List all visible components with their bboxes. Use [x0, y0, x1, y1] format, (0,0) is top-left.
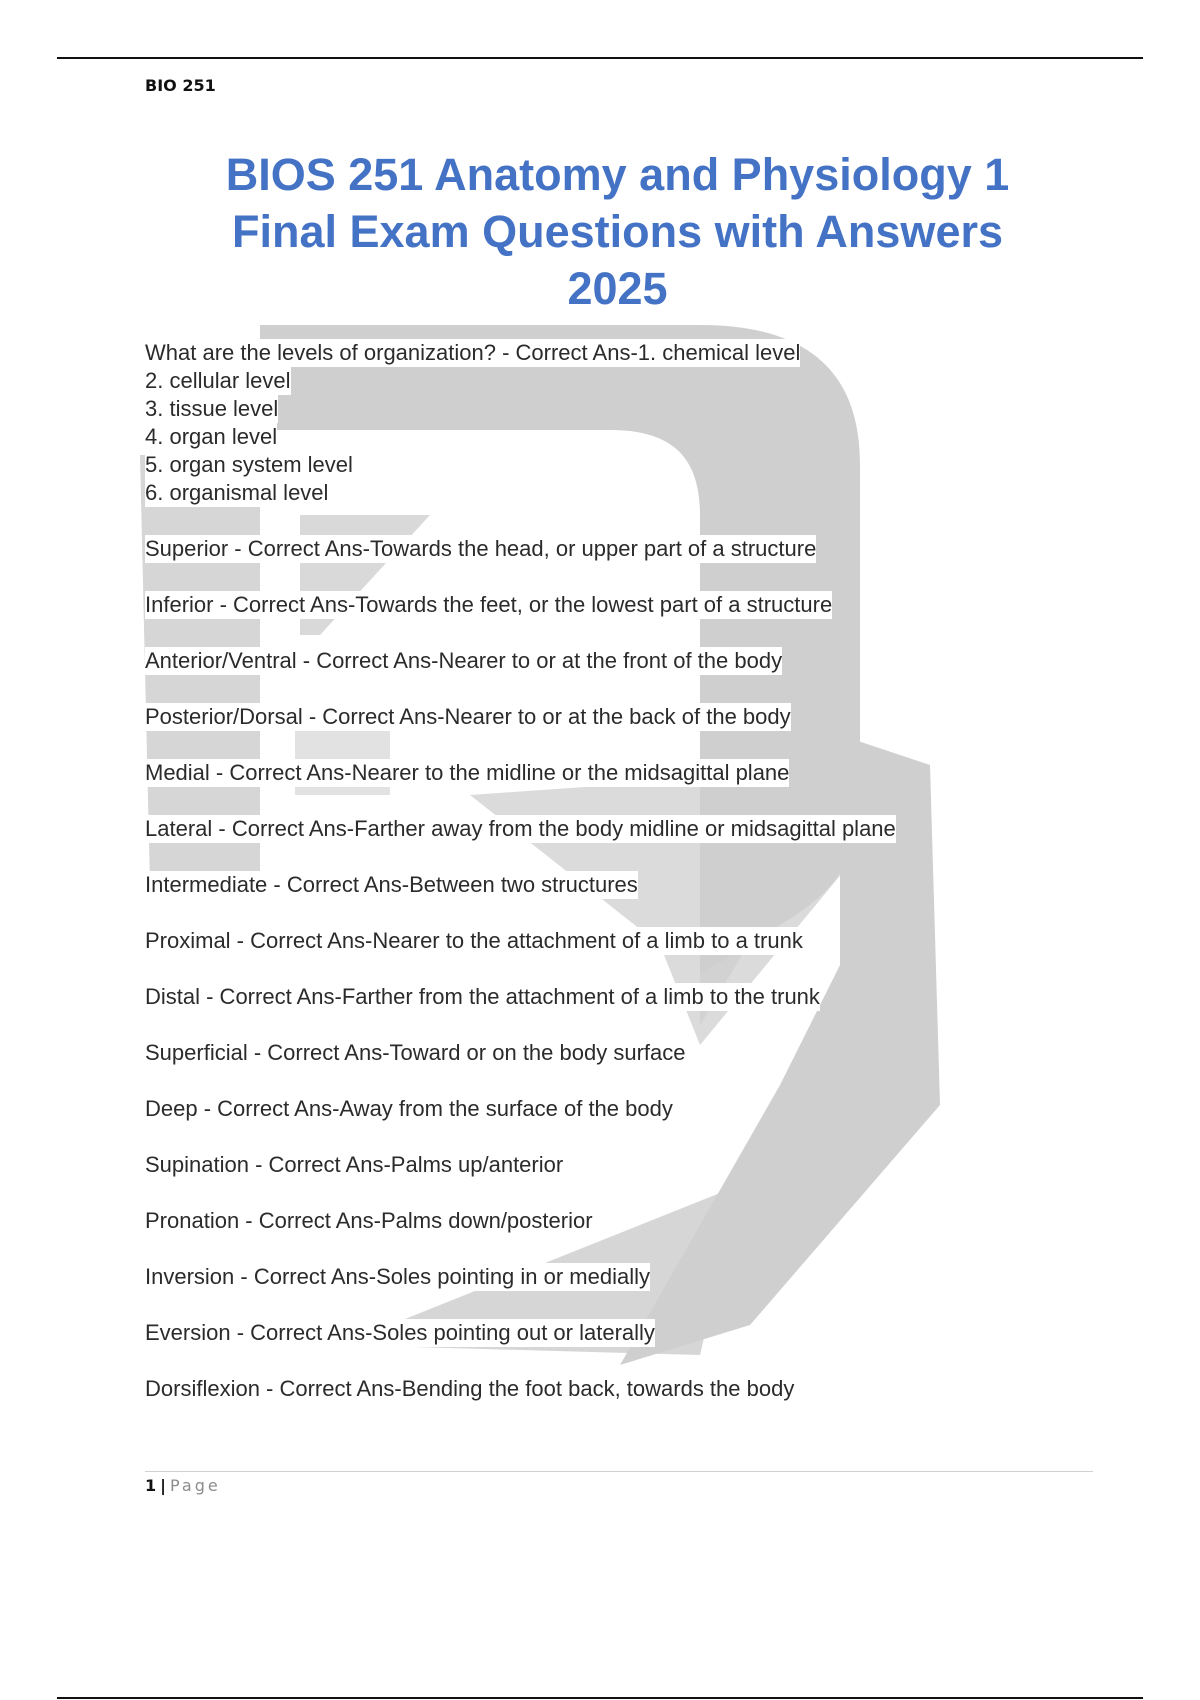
qa-entry: Inversion - Correct Ans-Soles pointing in or medially [145, 1264, 651, 1289]
footer-rule [145, 1471, 1093, 1472]
qa-entry: Deep - Correct Ans-Away from the surface of the body [145, 1096, 673, 1121]
header-rule [57, 57, 1143, 59]
qa-entry: Pronation - Correct Ans-Palms down/posterior [145, 1208, 593, 1233]
page-word: Page [169, 1476, 221, 1495]
qa-entry: Intermediate - Correct Ans-Between two structures [145, 872, 638, 897]
qa-entry: Medial - Correct Ans-Nearer to the midline or the midsagittal plane [145, 760, 790, 785]
title-line-3: 2025 [567, 263, 668, 314]
qa-entry: Anterior/Ventral - Correct Ans-Nearer to or at the front of the body [145, 648, 783, 673]
course-code: BIO 251 [145, 76, 216, 95]
footer-separator: | [160, 1476, 166, 1495]
levels-of-organization [145, 339, 1145, 507]
document-title [145, 146, 1090, 317]
qa-content [145, 339, 1145, 1403]
title-line-1: BIOS 251 Anatomy and Physiology 1 [225, 149, 1010, 200]
page-footer [145, 1476, 221, 1495]
qa-entry: Supination - Correct Ans-Palms up/anterior [145, 1152, 564, 1177]
level-item: 4. organ level [145, 424, 278, 449]
level-item: 6. organismal level [145, 480, 329, 505]
level-item: 3. tissue level [145, 396, 279, 421]
qa-entry: Distal - Correct Ans-Farther from the attachment of a limb to the trunk [145, 984, 820, 1009]
levels-question: What are the levels of organization? - Correct Ans-1. chemical level [145, 340, 801, 365]
title-line-2: Final Exam Questions with Answers [231, 206, 1004, 257]
page-number: 1 [145, 1476, 157, 1495]
qa-entry: Lateral - Correct Ans-Farther away from the body midline or midsagittal plane [145, 816, 896, 841]
bottom-rule [57, 1697, 1143, 1699]
qa-entry: Inferior - Correct Ans-Towards the feet, or the lowest part of a structure [145, 592, 833, 617]
qa-entry: Superficial - Correct Ans-Toward or on the body surface [145, 1040, 686, 1065]
qa-entry: Eversion - Correct Ans-Soles pointing out or laterally [145, 1320, 655, 1345]
qa-entry: Posterior/Dorsal - Correct Ans-Nearer to or at the back of the body [145, 704, 791, 729]
level-item: 2. cellular level [145, 368, 291, 393]
qa-entry: Proximal - Correct Ans-Nearer to the attachment of a limb to a trunk [145, 928, 803, 953]
qa-entry: Dorsiflexion - Correct Ans-Bending the foot back, towards the body [145, 1376, 795, 1401]
qa-entry: Superior - Correct Ans-Towards the head, or upper part of a structure [145, 536, 817, 561]
level-item: 5. organ system level [145, 452, 353, 477]
